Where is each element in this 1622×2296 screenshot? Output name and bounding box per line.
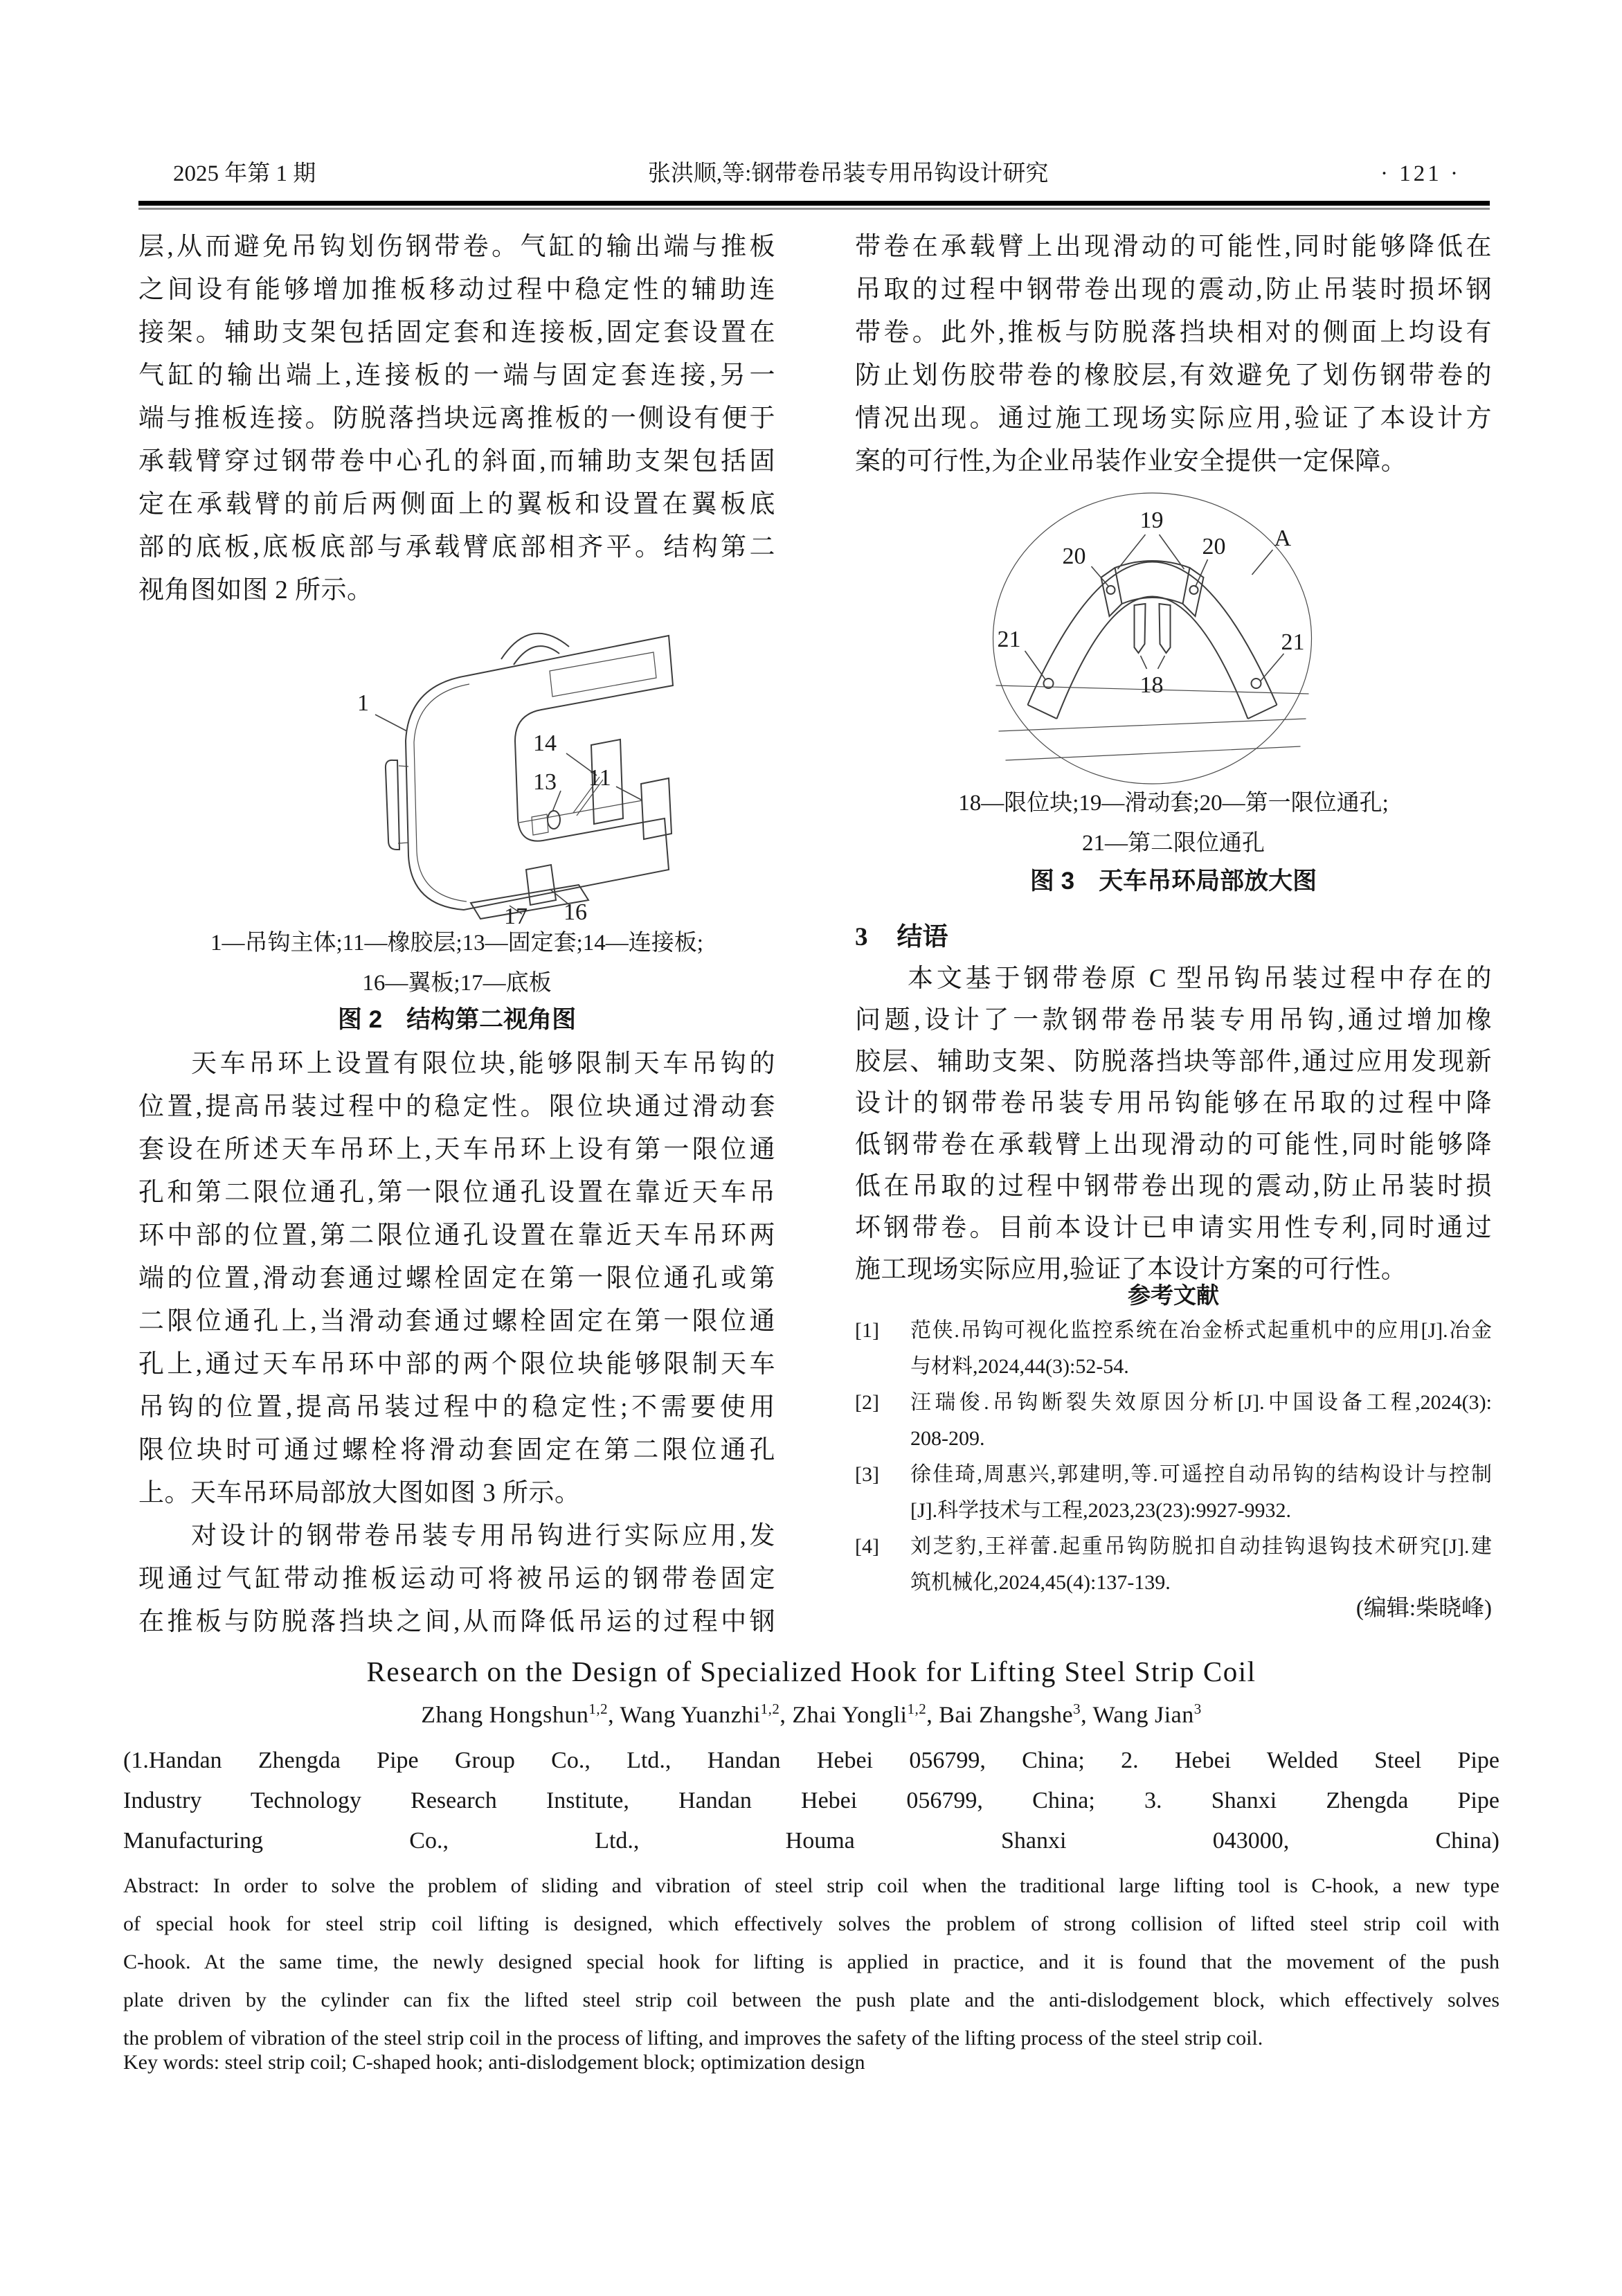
english-keywords: Key words: steel strip coil; C-shaped hook; anti-dislodgement block; optimization design bbox=[123, 2051, 865, 2074]
text-line: 低钢带卷在承载臂上出现滑动的可能性,同时能够降 bbox=[855, 1131, 1492, 1159]
text-line: 接架。辅助支架包括固定套和连接板,固定套设置在 bbox=[138, 319, 775, 347]
text-line: 情况出现。通过施工现场实际应用,验证了本设计方 bbox=[855, 404, 1492, 433]
fig2-label-1: 1 bbox=[357, 690, 369, 716]
text-line: 之间设有能够增加推板移动过程中稳定性的辅助连 bbox=[138, 276, 775, 304]
reference-number: [3] bbox=[855, 1463, 879, 1486]
text-line: 限位块时可通过螺栓将滑动套固定在第二限位通孔 bbox=[138, 1436, 775, 1464]
text-line: 吊钩的位置,提高吊装过程中的稳定性;不需要使用 bbox=[138, 1393, 775, 1421]
text-line: 低在吊取的过程中钢带卷出现的震动,防止吊装时损 bbox=[855, 1172, 1492, 1201]
text-line: 天车吊环上设置有限位块,能够限制天车吊钩的 bbox=[191, 1050, 775, 1078]
header-page-number: · 121 · bbox=[1380, 161, 1461, 186]
text-line: 套设在所述天车吊环上,天车吊环上设有第一限位通 bbox=[138, 1136, 775, 1164]
header-issue: 2025 年第 1 期 bbox=[173, 161, 316, 186]
text-line: 案的可行性,为企业吊装作业安全提供一定保障。 bbox=[855, 447, 1407, 476]
conclusion-para bbox=[855, 958, 1492, 1291]
reference-text bbox=[910, 1457, 1492, 1529]
figure3-drawing bbox=[977, 485, 1327, 788]
english-abstract bbox=[123, 1867, 1499, 2057]
text-line: the problem of vibration of the steel strip coil in the process of lifting, and improves the safety of the lifting process of the steel strip coil. bbox=[123, 2027, 1263, 2050]
fig2-label-17: 17 bbox=[504, 904, 528, 925]
text-line: 筑机械化,2024,45(4):137-139. bbox=[910, 1571, 1171, 1594]
text-line: 二限位通孔上,当滑动套通过螺栓固定在第一限位通 bbox=[138, 1307, 775, 1336]
text-line: 视角图如图 2 所示。 bbox=[138, 576, 373, 604]
author-affiliation-superscript: 3 bbox=[1193, 1701, 1202, 1717]
reference-item bbox=[855, 1457, 1492, 1529]
text-line: 孔上,通过天车吊环中部的两个限位块能够限制天车 bbox=[138, 1350, 775, 1379]
references-list bbox=[855, 1313, 1492, 1601]
author-name: Wang Jian bbox=[1092, 1702, 1194, 1728]
fig2-label-14: 14 bbox=[533, 730, 557, 756]
text-line: 气缸的输出端上,连接板的一端与固定套连接,另一 bbox=[138, 361, 775, 390]
reference-number: [1] bbox=[855, 1319, 879, 1342]
text-line: 汪瑞俊.吊钩断裂失效原因分析[J].中国设备工程,2024(3): bbox=[910, 1391, 1492, 1414]
text-line: 现通过气缸带动推板运动可将被吊运的钢带卷固定 bbox=[138, 1565, 775, 1593]
reference-item bbox=[855, 1385, 1492, 1457]
header-rule bbox=[138, 201, 1490, 208]
fig2-label-13: 13 bbox=[533, 769, 557, 795]
crane-ring-figure-icon bbox=[977, 485, 1327, 788]
left-para-3 bbox=[138, 1515, 775, 1644]
fig2-label-16: 16 bbox=[564, 899, 587, 925]
text-line: 防止划伤胶带卷的橡胶层,有效避免了划伤钢带卷的 bbox=[855, 361, 1492, 390]
text-line: 对设计的钢带卷吊装专用吊钩进行实际应用,发 bbox=[191, 1522, 775, 1550]
fig3-label-20-left: 20 bbox=[1062, 544, 1086, 569]
section-number: 3 bbox=[855, 923, 868, 951]
text-line: 上。天车吊环局部放大图如图 3 所示。 bbox=[138, 1479, 581, 1507]
fig3-label-21-left: 21 bbox=[997, 627, 1021, 652]
text-line: 本文基于钢带卷原 C 型吊钩吊装过程中存在的 bbox=[908, 965, 1492, 993]
fig3-label-19: 19 bbox=[1139, 508, 1164, 533]
text-line: 承载臂穿过钢带卷中心孔的斜面,而辅助支架包括固 bbox=[138, 447, 775, 476]
text-line: 吊取的过程中钢带卷出现的震动,防止吊装时损坏钢 bbox=[855, 276, 1492, 304]
text-line: 孔和第二限位通孔,第一限位通孔设置在靠近天车吊 bbox=[138, 1178, 775, 1207]
section-title: 结语 bbox=[896, 922, 948, 951]
text-line: 问题,设计了一款钢带卷吊装专用吊钩,通过增加橡 bbox=[855, 1006, 1492, 1034]
english-affiliations bbox=[123, 1741, 1499, 1861]
text-line: 定在承载臂的前后两侧面上的翼板和设置在翼板底 bbox=[138, 490, 775, 519]
header-running-title: 张洪顺,等:钢带卷吊装专用吊钩设计研究 bbox=[647, 161, 1049, 186]
page-header bbox=[138, 155, 1493, 188]
fig3-label-20-right: 20 bbox=[1202, 534, 1226, 559]
text-line: 胶层、辅助支架、防脱落挡块等部件,通过应用发现新 bbox=[855, 1048, 1492, 1076]
figure2-drawing bbox=[345, 612, 739, 925]
text-line: 208-209. bbox=[910, 1427, 985, 1450]
text-line: 刘芝豹,王祥蕾.起重吊钩防脱扣自动挂钩退钩技术研究[J].建 bbox=[910, 1535, 1492, 1558]
text-line: 范侠.吊钩可视化监控系统在冶金桥式起重机中的应用[J].冶金 bbox=[910, 1319, 1492, 1342]
reference-item bbox=[855, 1313, 1492, 1385]
section-heading-conclusion bbox=[855, 915, 1492, 953]
text-line: 设计的钢带卷吊装专用吊钩能够在吊取的过程中降 bbox=[855, 1089, 1492, 1118]
text-line: Industry Technology Research Institute, Handan Hebei 056799, China; 3. Shanxi Zhengda Pipe bbox=[123, 1788, 1499, 1813]
fig2-caption: 图 2 结构第二视角图 bbox=[337, 1006, 577, 1033]
text-line: 带卷。此外,推板与防脱落挡块相对的侧面上均设有 bbox=[855, 319, 1492, 347]
author-name: Wang Yuanzhi bbox=[620, 1702, 761, 1728]
author-name: Zhang Hongshun bbox=[421, 1702, 589, 1728]
text-line: of special hook for steel strip coil lifting is designed, which effectively solves the problem of strong collision of lifted steel strip coil with bbox=[123, 1912, 1499, 1935]
text-line: (1.Handan Zhengda Pipe Group Co., Ltd., Handan Hebei 056799, China; 2. Hebei Welded Steel Pipe bbox=[123, 1748, 1499, 1773]
text-line: Abstract: In order to solve the problem of sliding and vibration of steel strip coil when the traditional large lifting tool is C-hook, a new type bbox=[123, 1874, 1499, 1897]
text-line: [J].科学技术与工程,2023,23(23):9927-9932. bbox=[910, 1499, 1291, 1522]
reference-number: [2] bbox=[855, 1391, 879, 1414]
reference-number: [4] bbox=[855, 1535, 879, 1558]
english-title: Research on the Design of Specialized Hook for Lifting Steel Strip Coil bbox=[366, 1656, 1256, 1687]
text-line: 坏钢带卷。目前本设计已申请实用性专利,同时通过 bbox=[855, 1214, 1492, 1242]
text-line: Manufacturing Co., Ltd., Houma Shanxi 043000, China) bbox=[123, 1828, 1499, 1854]
references-heading: 参考文献 bbox=[1128, 1282, 1219, 1308]
text-line: 层,从而避免吊钩划伤钢带卷。气缸的输出端与推板 bbox=[138, 233, 775, 261]
author-name: Bai Zhangshe bbox=[939, 1702, 1074, 1728]
fig3-parts-caption-line2: 21—第二限位通孔 bbox=[1082, 831, 1265, 856]
text-line: 与材料,2024,44(3):52-54. bbox=[910, 1355, 1129, 1378]
fig3-label-21-right: 21 bbox=[1281, 629, 1305, 655]
text-line: plate driven by the cylinder can fix the lifted steel strip coil between the push plate and the anti-dislodgement block, which effectively solves bbox=[123, 1989, 1499, 2011]
fig3-label-18: 18 bbox=[1139, 672, 1164, 698]
text-line: 端与推板连接。防脱落挡块远离推板的一侧设有便于 bbox=[138, 404, 775, 433]
english-authors: Zhang Hongshun$^{1,2}$, Wang Yuanzhi$^{1,2}$, Zhai Yongli$^{1,2}$, Bai Zhangshe$^3$, Wang Jian$^3$ bbox=[421, 1701, 1202, 1728]
text-line: 带卷在承载臂上出现滑动的可能性,同时能够降低在 bbox=[855, 233, 1492, 261]
left-para-2 bbox=[138, 1043, 775, 1515]
left-para-1 bbox=[138, 226, 775, 612]
text-line: 徐佳琦,周惠兴,郭建明,等.可遥控自动吊钩的结构设计与控制 bbox=[910, 1463, 1492, 1486]
author-affiliation-superscript: 3 bbox=[1073, 1701, 1081, 1717]
reference-text bbox=[910, 1385, 1492, 1457]
editor-note: (编辑:柴晓峰) bbox=[1355, 1596, 1492, 1621]
fig3-label-A: A bbox=[1274, 526, 1292, 551]
right-para-1 bbox=[855, 226, 1492, 483]
text-line: 在推板与防脱落挡块之间,从而降低吊运的过程中钢 bbox=[138, 1608, 775, 1636]
text-line: 位置,提高吊装过程中的稳定性。限位块通过滑动套 bbox=[138, 1093, 775, 1121]
fig2-parts-caption-line2: 16—翼板;17—底板 bbox=[362, 971, 552, 996]
fig3-caption: 图 3 天车吊环局部放大图 bbox=[1029, 868, 1317, 895]
fig2-parts-caption-line1: 1—吊钩主体;11—橡胶层;13—固定套;14—连接板; bbox=[210, 931, 703, 956]
author-affiliation-superscript: 1,2 bbox=[588, 1701, 609, 1717]
author-affiliation-superscript: 1,2 bbox=[760, 1701, 780, 1717]
fig3-parts-caption-line1: 18—限位块;19—滑动套;20—第一限位通孔; bbox=[958, 791, 1389, 816]
reference-text bbox=[910, 1313, 1492, 1385]
text-line: C-hook. At the same time, the newly designed special hook for lifting is applied in practice, and it is found that the movement of the push bbox=[123, 1950, 1499, 1973]
fig2-label-11: 11 bbox=[588, 765, 611, 791]
text-line: 端的位置,滑动套通过螺栓固定在第一限位通孔或第 bbox=[138, 1264, 775, 1293]
text-line: 环中部的位置,第二限位通孔设置在靠近天车吊环两 bbox=[138, 1221, 775, 1250]
c-hook-figure-icon bbox=[345, 612, 739, 925]
author-affiliation-superscript: 1,2 bbox=[907, 1701, 927, 1717]
text-line: 施工现场实际应用,验证了本设计方案的可行性。 bbox=[855, 1255, 1407, 1284]
text-line: 部的底板,底板底部与承载臂底部相齐平。结构第二 bbox=[138, 533, 775, 562]
author-name: Zhai Yongli bbox=[792, 1702, 908, 1728]
